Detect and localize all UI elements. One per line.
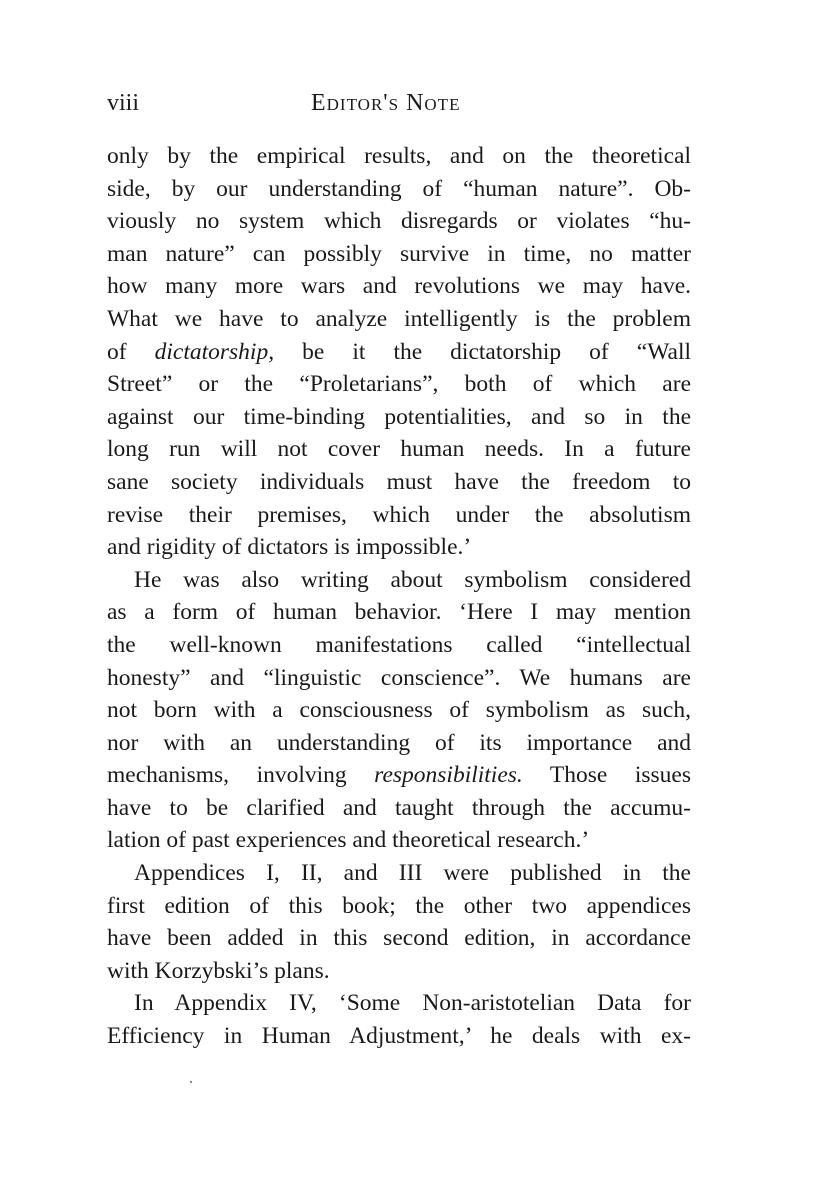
italic-phrase: responsibilities. — [374, 762, 523, 789]
text-line: lation of past experiences and theoretical research.’ — [107, 827, 590, 854]
running-title: Editor's Note — [311, 90, 461, 116]
text-line: only by the empirical results, and on the theoretical — [107, 143, 691, 169]
text-line: and rigidity of dictators is impossible.’ — [107, 534, 472, 561]
text-line: honesty” and “linguistic conscience”. We humans are — [107, 664, 691, 691]
text-line: Efficiency in Human Adjustment,’ he deals with ex- — [107, 1023, 691, 1050]
text-line: long run will not cover human needs. In a future — [107, 436, 691, 463]
text-line: revise their premises, which under the absolutism — [107, 501, 691, 528]
text-segment: Those issues — [522, 762, 691, 789]
body-text — [107, 140, 691, 1053]
text-line: side, by our understanding of “human nature”. Ob- — [107, 175, 691, 202]
text-line: as a form of human behavior. ‘Here I may mention — [107, 599, 691, 626]
print-speck — [190, 1081, 192, 1083]
text-line: What we have to analyze intelligently is the problem — [107, 305, 691, 332]
text-line: first edition of this book; the other two appendices — [107, 892, 691, 919]
text-line: He was also writing about symbolism considered — [134, 566, 691, 593]
text-line: Appendices I, II, and III were published in the — [134, 860, 691, 887]
running-head — [107, 86, 691, 120]
text-line: have been added in this second edition, in accordance — [107, 925, 691, 952]
text-line: with Korzybski’s plans. — [107, 957, 330, 984]
text-line: how many more wars and revolutions we may have. — [107, 273, 691, 300]
italic-phrase: dictatorship, — [154, 338, 275, 365]
text-line — [107, 336, 691, 369]
text-segment: of — [107, 338, 155, 365]
text-line: the well-known manifestations called “intellectual — [107, 631, 691, 658]
text-line: Street” or the “Proletarians”, both of which are — [107, 371, 691, 398]
text-line: not born with a consciousness of symbolism as such, — [107, 697, 691, 724]
text-line: man nature” can possibly survive in time, no matter — [107, 240, 691, 267]
text-segment: mechanisms, involving — [107, 762, 375, 789]
text-line: have to be clarified and taught through the accumu- — [107, 794, 691, 821]
text-line — [107, 759, 691, 792]
text-line: nor with an understanding of its importance and — [107, 729, 691, 756]
text-line: against our time-binding potentialities, and so in the — [107, 403, 691, 430]
text-line: viously no system which disregards or violates “hu- — [107, 208, 691, 235]
page-number: viii — [107, 90, 140, 116]
text-line: sane society individuals must have the freedom to — [107, 468, 691, 495]
text-line: In Appendix IV, ‘Some Non-aristotelian Data for — [134, 990, 691, 1017]
text-segment: be it the dictatorship of “Wall — [274, 338, 691, 365]
